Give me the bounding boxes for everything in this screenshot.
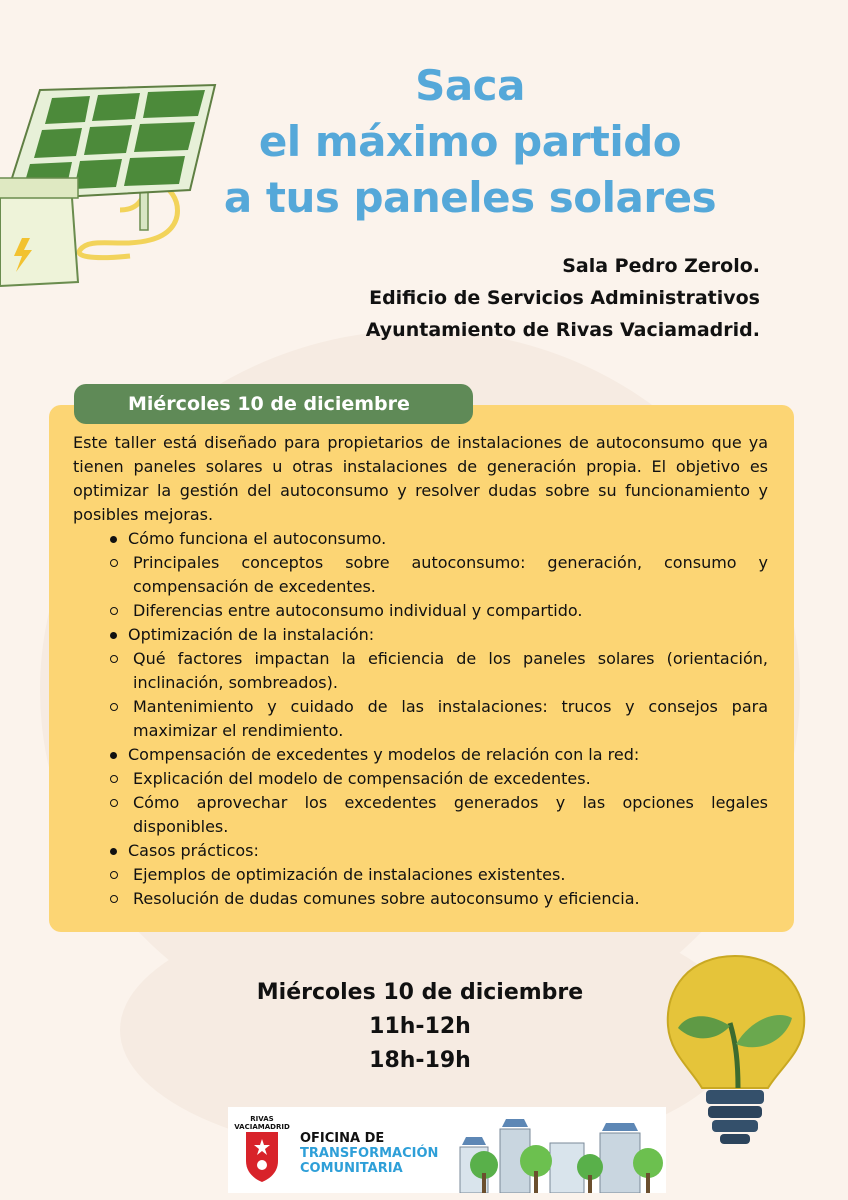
subtopic-item: Cómo aprovechar los excedentes generados y las opciones legales disponibles. (103, 791, 768, 839)
otc-logo (300, 1131, 438, 1176)
subtopic-item: Resolución de dudas comunes sobre autoconsumo y eficiencia. (103, 887, 768, 911)
rivas-logo-line-1: RIVAS (250, 1115, 274, 1123)
subtopic-list (103, 551, 768, 623)
schedule-slot-evening: 18h-19h (369, 1048, 471, 1073)
subtopic-item: Qué factores impactan la eficiencia de los paneles solares (orientación, inclinación, sombreados). (103, 647, 768, 695)
content-card (49, 405, 794, 932)
lightbulb-plant-icon (660, 948, 810, 1148)
subtopic-list (103, 647, 768, 743)
subtopic-item: Ejemplos de optimización de instalaciones existentes. (103, 863, 768, 887)
topic-item (73, 743, 768, 839)
schedule-slot-morning: 11h-12h (369, 1014, 471, 1039)
venue-city-hall: Ayuntamiento de Rivas Vaciamadrid. (365, 319, 760, 341)
subtopic-list (103, 863, 768, 911)
subtopic-item: Diferencias entre autoconsumo individual y compartido. (103, 599, 768, 623)
rivas-shield-icon (245, 1131, 279, 1183)
schedule (200, 976, 640, 1078)
subtopic-item: Explicación del modelo de compensación de excedentes. (103, 767, 768, 791)
otc-logo-line-1: OFICINA DE (300, 1131, 385, 1146)
schedule-date: Miércoles 10 de diciembre (256, 980, 584, 1005)
subtopic-list (103, 767, 768, 839)
rivas-logo-line-2: VACIAMADRID (234, 1123, 290, 1131)
topic-label: Cómo funciona el autoconsumo. (128, 529, 387, 548)
title-line-1: Saca (415, 61, 525, 110)
topic-list (73, 527, 768, 911)
intro-paragraph: Este taller está diseñado para propietarios de instalaciones de autoconsumo que ya tienen paneles solares u otras instalaciones de generación propia. El objetivo es optimizar la gestión del autoconsumo y resolver dudas sobre su funcionamiento y posibles mejoras. (73, 433, 768, 524)
topic-label: Optimización de la instalación: (128, 625, 375, 644)
topic-item (73, 623, 768, 743)
venue-room: Sala Pedro Zerolo. (562, 255, 760, 277)
footer-logo-bar (228, 1107, 666, 1193)
otc-logo-line-3: COMUNITARIA (300, 1161, 403, 1176)
subtopic-item: Mantenimiento y cuidado de las instalaciones: trucos y consejos para maximizar el rendimiento. (103, 695, 768, 743)
subtopic-item: Principales conceptos sobre autoconsumo: generación, consumo y compensación de excedentes. (103, 551, 768, 599)
rivas-logo (232, 1115, 292, 1189)
title-line-3: a tus paneles solares (223, 173, 717, 222)
topic-label: Compensación de excedentes y modelos de relación con la red: (128, 745, 640, 764)
city-illustration (440, 1107, 666, 1193)
otc-logo-line-2: TRANSFORMACIÓN (300, 1146, 439, 1161)
topic-item (73, 527, 768, 623)
page-title (170, 58, 770, 226)
date-tab: Miércoles 10 de diciembre (74, 384, 473, 424)
topic-label: Casos prácticos: (128, 841, 259, 860)
topic-item (73, 839, 768, 911)
title-line-2: el máximo partido (258, 117, 682, 166)
venue-info (366, 250, 760, 346)
venue-building: Edificio de Servicios Administrativos (369, 287, 760, 309)
